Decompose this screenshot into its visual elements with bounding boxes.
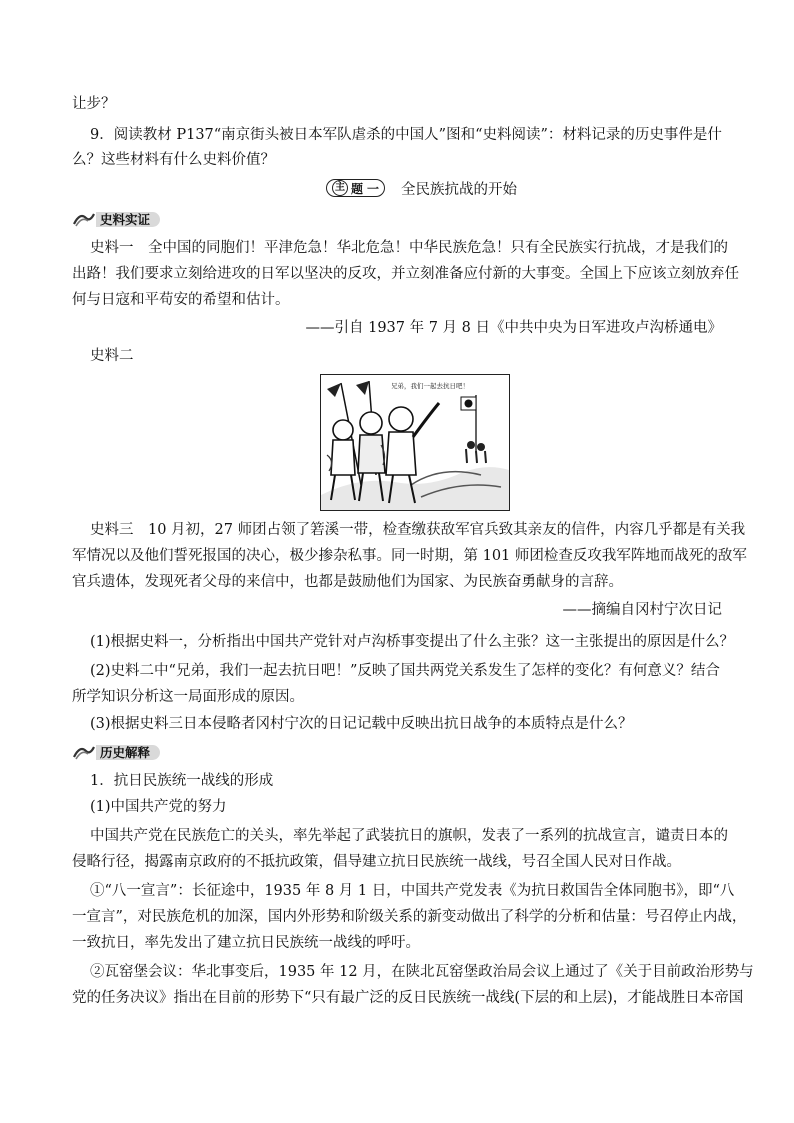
paragraph: ①“八一宣言”：长征途中，1935 年 8 月 1 日，中国共产党发表《为抗日救国告全体同胞书》，即“八 [90,883,735,899]
source-3-citation: ——摘编自冈村宁次日记 [562,602,722,618]
heading-1-1: (1)中国共产党的努力 [90,799,227,815]
text-line: 侵略行径，揭露南京政府的不抵抗政策，倡导建立抗日民族统一战线，号召全国人民对日作战。 [72,854,681,870]
text-line: 何与日寇和平苟安的希望和估计。 [72,292,290,308]
theme-badge-char: 主 [332,180,348,196]
text-line: 党的任务决议》指出在目前的形势下“只有最广泛的反日民族统一战线(下层的和上层)，才能战胜日本帝国 [72,990,744,1006]
text-line: 一致抗日，率先发出了建立抗日民族统一战线的呼吁。 [72,935,420,951]
text-line: 一宣言”，对民族危机的加深，国内外形势和阶级关系的新变动做出了科学的分析和估量：号召停止内战， [72,909,747,925]
theme-badge-char: 题 [351,181,364,196]
cartoon-image [320,374,510,511]
source-1: 史料一 全中国的同胞们！平津危急！华北危急！中华民族危急！只有全民族实行抗战，才是我们的 [90,240,728,256]
section-tag-label: 历史解释 [96,745,160,760]
paragraph: ②瓦窑堡会议：华北事变后，1935 年 12 月，在陕北瓦窑堡政治局会议上通过了《关于目前政治形势与 [90,964,754,980]
source-1-citation: ——引自 1937 年 7 月 8 日《中共中央为日军进攻卢沟桥通电》 [305,320,722,336]
text-line: 么？这些材料有什么史料价值？ [72,152,275,168]
source-3: 史料三 10 月初，27 师团占领了箬溪一带，检查缴获敌军官兵致其亲友的信件，内容几乎都是有关我 [90,522,746,538]
question-3: (3)根据史料三日本侵略者冈村宁次的日记记载中反映出抗日战争的本质特点是什么？ [90,716,633,732]
heading-1: 1．抗日民族统一战线的形成 [90,773,274,789]
question-1: (1)根据史料一，分析指出中国共产党针对卢沟桥事变提出了什么主张？这一主张提出的原因是什么？ [90,634,735,650]
question-9: 9．阅读教材 P137“南京街头被日本军队虐杀的中国人”图和“史料阅读”：材料记录的历史事件是什 [90,127,722,143]
text-line: 出路！我们要求立刻给进攻的日军以坚决的反攻，并立刻准备应付新的大事变。全国上下应该立刻放弃任 [72,266,739,282]
theme-title: 全民族抗战的开始 [401,181,518,198]
wave-icon [72,744,96,761]
text-line: 所学知识分析这一局面形成的原因。 [72,689,304,705]
theme-heading [326,179,517,197]
cartoon-drawing [321,375,509,510]
paragraph: 中国共产党在民族危亡的关头，率先举起了武装抗日的旗帜，发表了一系列的抗战宣言，谴责日本的 [90,828,728,844]
theme-badge [326,179,385,197]
theme-badge-char: 一 [367,181,380,196]
text-line: 让步？ [72,96,116,112]
section-tag-evidence [72,211,184,228]
cartoon-caption: 兄弟，我们一起去抗日吧！ [391,382,469,390]
section-tag-interpretation [72,744,184,761]
question-2: (2)史料二中“兄弟，我们一起去抗日吧！”反映了国共两党关系发生了怎样的变化？有何意义？结合 [90,663,720,679]
text-line: 官兵遗体，发现死者父母的来信中，也都是鼓励他们为国家、为民族奋勇献身的言辞。 [72,574,623,590]
source-2-label: 史料二 [90,348,134,364]
wave-icon [72,211,96,228]
text-line: 军情况以及他们誓死报国的决心，极少掺杂私事。同一时期，第 101 师团检查反攻我军阵地而战死的敌军 [72,548,747,564]
section-tag-label: 史料实证 [96,212,160,227]
